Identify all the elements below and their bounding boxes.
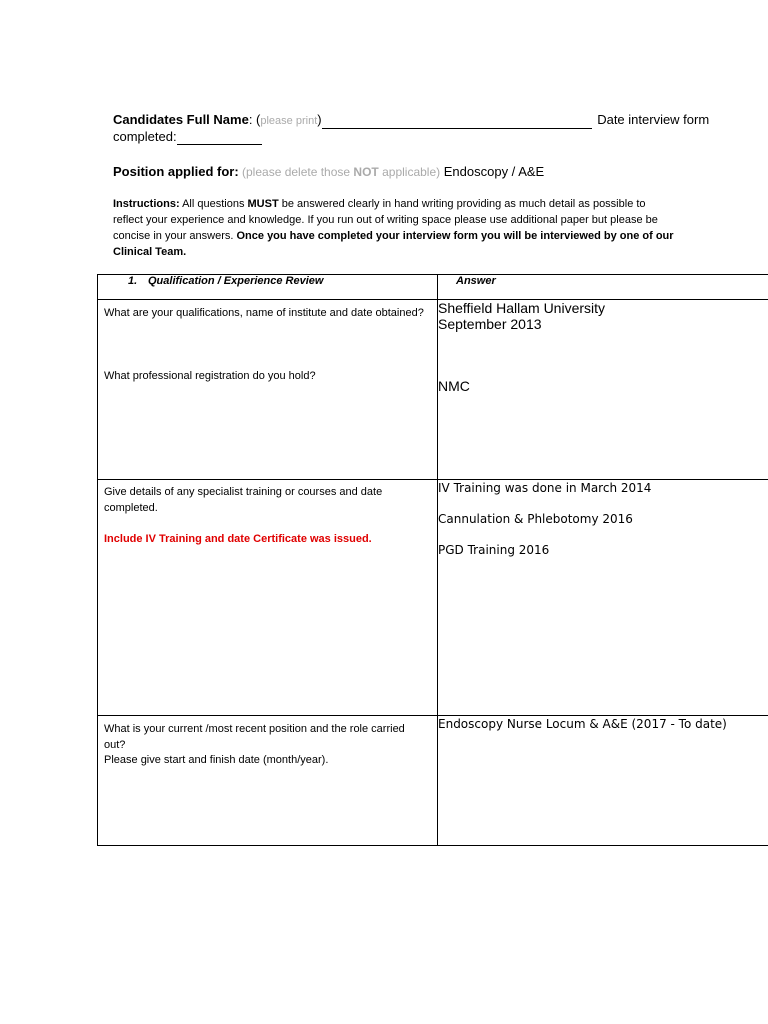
question-text: Give details of any specialist training or courses and date completed. [104,486,383,514]
full-name-label: Candidates Full Name [113,112,249,127]
table-header-row [98,275,768,300]
answer-cell[interactable] [438,300,768,480]
answer-text: September 2013 [438,316,542,332]
table-row [98,716,768,846]
question-highlight: Include IV Training and date Certificate was issued. [104,533,372,545]
answer-text: Endoscopy Nurse Locum & A&E (2017 - To date) [438,717,727,731]
section-header [98,275,438,300]
question-cell [98,480,438,716]
question-text: Please give start and finish date (month/year). [104,754,329,766]
table-row [98,480,768,716]
full-name-colon: : ( [248,112,261,127]
question-text: What are your qualifications, name of institute and date obtained? [104,307,424,319]
answer-text: PGD Training 2016 [438,543,550,557]
question-cell [98,716,438,846]
question-text: What is your current /most recent position and the role carried out? [104,723,405,751]
close-paren: ) [317,112,322,127]
answer-text: Cannulation & Phlebotomy 2016 [438,512,633,526]
position-value: Endoscopy / A&E [440,164,545,179]
must-emphasis: MUST [247,198,279,210]
please-print-hint: please print [260,115,318,127]
instructions-paragraph: Instructions: All questions MUST be answered clearly in hand writing providing as much detail as possible to reflect your experience and knowledge. If you run out of writing space please use additional paper but please be concise in your answers. Once you have completed your interview form you will be interviewed by one of our Clinical Team. [113,198,674,258]
date-completed-label: Date interview form completed: [113,112,710,144]
answer-text: IV Training was done in March 2014 [438,481,652,495]
date-completed-field[interactable] [177,130,262,145]
position-line [113,164,713,180]
question-cell [98,300,438,480]
answer-cell[interactable] [438,480,768,716]
answer-text: NMC [438,378,470,394]
answer-header: Answer [438,275,768,300]
answer-cell[interactable] [438,716,768,846]
answer-text: Sheffield Hallam University [438,300,606,316]
section-title: Qualification / Experience Review [148,275,324,287]
position-hint: (please delete those NOT applicable) [238,165,441,179]
table-row [98,300,768,480]
position-label: Position applied for: [113,164,239,179]
question-text: What professional registration do you hold? [104,369,316,382]
instructions-label: Instructions: [113,198,180,210]
qualification-review-table [97,274,768,846]
section-number: 1. [128,275,138,287]
full-name-field[interactable] [322,114,592,129]
instructions-bold-tail: Once you have completed your interview form you will be interviewed by one of our Clinical Team. [113,230,674,258]
candidate-name-line [113,112,713,145]
